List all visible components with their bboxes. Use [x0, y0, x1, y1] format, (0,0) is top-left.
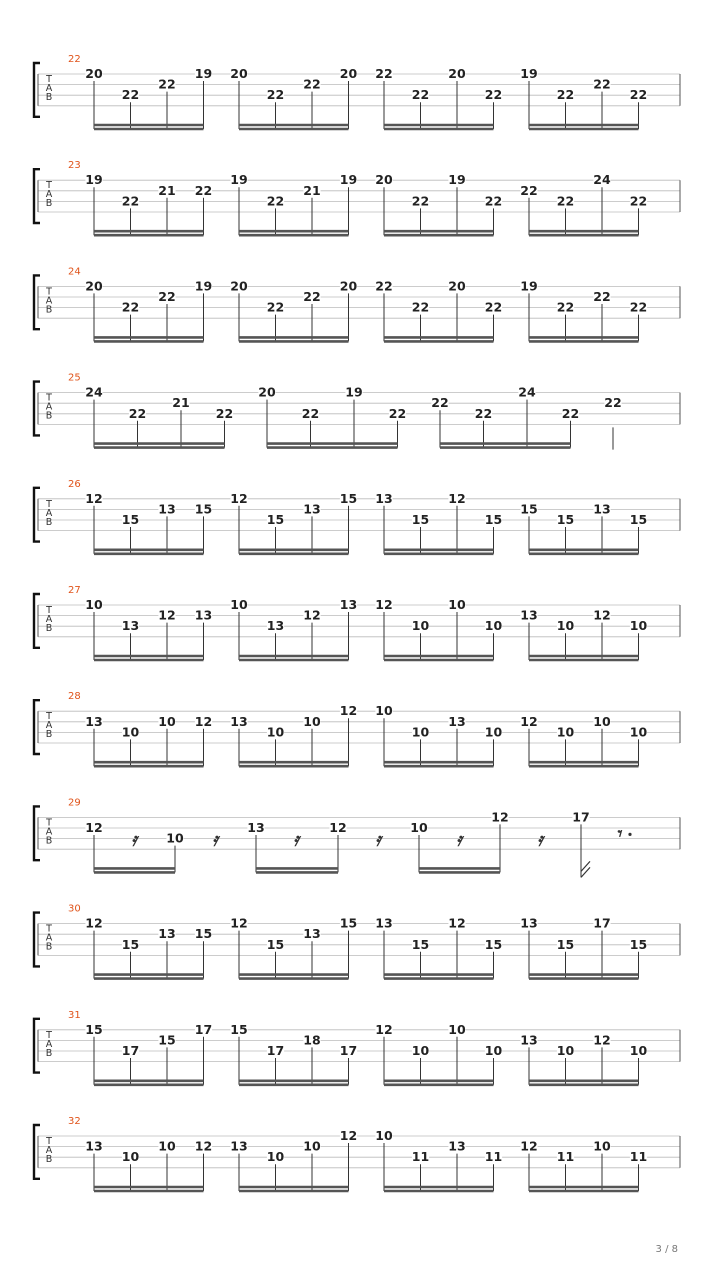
fret-number: 17 [121, 1043, 140, 1058]
fret-number: 15 [85, 1021, 103, 1037]
fret-number: 22 [158, 289, 176, 304]
fret-number: 17 [194, 1021, 213, 1037]
fret-number: 19 [520, 66, 538, 81]
fret-number: 20 [448, 278, 466, 294]
system-bracket [34, 1019, 40, 1073]
fret-number: 22 [556, 193, 575, 209]
sixteenth-rest-icon: 𝄿 [293, 829, 299, 851]
fret-number: 22 [484, 193, 503, 209]
sixteenth-rest-icon: 𝄿 [537, 829, 543, 851]
fret-number: 20 [258, 384, 276, 400]
fret-number: 10 [629, 618, 648, 634]
system-bracket [34, 806, 40, 860]
tab-clef-letter: T [46, 711, 52, 723]
system-bracket [34, 169, 40, 223]
fret-number: 12 [593, 607, 611, 623]
measure-number: 28 [68, 691, 81, 703]
fret-number: 13 [194, 607, 213, 623]
fret-number: 22 [593, 289, 611, 304]
tab-clef-letter: B [45, 516, 53, 528]
measure-number: 24 [68, 266, 81, 278]
fret-number: 10 [593, 713, 611, 729]
system-bracket [34, 1125, 40, 1179]
fret-number: 20 [375, 172, 393, 188]
system-bracket [34, 913, 40, 967]
fret-number: 12 [520, 1138, 538, 1154]
fret-number: 21 [303, 182, 321, 198]
tab-clef-letter: B [45, 1154, 53, 1165]
tab-clef-letter: T [46, 923, 52, 935]
fret-number: 12 [339, 703, 358, 719]
tab-clef-letter: B [45, 623, 53, 634]
tab-clef-letter: A [45, 507, 53, 519]
tab-clef-letter: T [46, 1029, 52, 1041]
eighth-rest-icon: 𝄾 [617, 823, 623, 845]
fret-number: 15 [484, 512, 503, 527]
tab-clef-letter: A [45, 826, 53, 838]
fret-number: 10 [158, 713, 176, 729]
fret-number: 22 [266, 87, 285, 103]
fret-number: 22 [629, 193, 648, 209]
fret-number: 22 [375, 66, 393, 81]
tab-clef-letter: B [45, 729, 53, 741]
fret-number: 15 [556, 936, 575, 952]
fret-number: 11 [411, 1149, 430, 1165]
fret-number: 15 [556, 512, 575, 527]
fret-number: 22 [388, 405, 407, 421]
tab-clef-letter: B [45, 941, 53, 953]
fret-number: 10 [266, 724, 285, 740]
fret-number: 15 [158, 1032, 176, 1048]
fret-number: 20 [85, 66, 103, 81]
fret-number: 13 [85, 713, 103, 729]
fret-number: 18 [303, 1032, 321, 1048]
measure-number: 23 [68, 160, 81, 172]
fret-number: 13 [85, 1138, 103, 1154]
fret-number: 22 [431, 395, 449, 411]
fret-number: 12 [593, 1032, 611, 1048]
fret-number: 17 [339, 1043, 358, 1058]
page-indicator: 3 / 8 [655, 1244, 678, 1255]
fret-number: 20 [339, 66, 358, 81]
fret-number: 22 [629, 299, 648, 315]
fret-number: 20 [339, 278, 358, 294]
fret-number: 10 [230, 597, 248, 612]
tab-clef-letter: T [46, 1136, 52, 1147]
fret-number: 22 [593, 76, 611, 92]
fret-number: 12 [303, 607, 321, 623]
fret-number: 22 [301, 405, 320, 421]
tremolo-slash [581, 861, 590, 871]
fret-number: 10 [556, 724, 575, 740]
fret-number: 21 [158, 182, 176, 198]
fret-number: 22 [556, 299, 575, 315]
fret-number: 13 [375, 490, 393, 506]
fret-number: 13 [158, 501, 176, 517]
fret-number: 10 [166, 830, 184, 846]
sixteenth-rest-icon: 𝄿 [456, 829, 462, 851]
fret-number: 15 [266, 512, 285, 527]
fret-number: 13 [520, 915, 538, 931]
fret-number: 12 [339, 1128, 358, 1143]
fret-number: 22 [303, 289, 321, 304]
fret-number: 10 [375, 703, 393, 719]
fret-number: 19 [85, 172, 103, 188]
fret-number: 15 [484, 936, 503, 952]
fret-number: 15 [520, 501, 538, 517]
fret-number: 10 [85, 597, 103, 612]
fret-number: 12 [194, 713, 213, 729]
fret-number: 15 [194, 501, 213, 517]
system-bracket [34, 594, 40, 648]
tab-clef-letter: A [45, 189, 53, 201]
fret-number: 22 [484, 299, 503, 315]
sixteenth-rest-icon: 𝄿 [131, 829, 137, 851]
system-bracket [34, 382, 40, 436]
fret-number: 10 [158, 1138, 176, 1154]
fret-number: 15 [629, 512, 648, 527]
fret-number: 12 [85, 820, 103, 835]
measure-number: 32 [68, 1116, 81, 1127]
fret-number: 13 [520, 607, 538, 623]
fret-number: 22 [556, 87, 575, 103]
fret-number: 10 [448, 597, 466, 612]
system-bracket [34, 488, 40, 542]
tab-clef-letter: T [46, 180, 52, 192]
fret-number: 24 [593, 172, 611, 188]
fret-number: 22 [604, 395, 622, 411]
tab-clef-letter: B [45, 835, 53, 847]
fret-number: 15 [411, 936, 430, 952]
tab-clef-letter: T [46, 817, 52, 829]
fret-number: 22 [520, 182, 538, 198]
tab-clef-letter: T [46, 392, 52, 404]
fret-number: 24 [518, 384, 536, 400]
fret-number: 10 [375, 1128, 393, 1143]
fret-number: 22 [121, 87, 140, 103]
tab-clef-letter: A [45, 295, 53, 307]
tab-clef-letter: B [45, 92, 53, 103]
fret-number: 19 [448, 172, 466, 188]
fret-number: 12 [230, 490, 248, 506]
tab-clef-letter: T [46, 498, 52, 510]
tab-clef-letter: T [46, 605, 52, 616]
fret-number: 13 [230, 713, 248, 729]
fret-number: 15 [230, 1021, 248, 1037]
fret-number: 17 [266, 1043, 285, 1058]
fret-number: 12 [230, 915, 248, 931]
measure-number: 31 [68, 1009, 81, 1021]
fret-number: 12 [85, 915, 103, 931]
measure-number: 26 [68, 478, 81, 490]
fret-number: 24 [85, 384, 103, 400]
fret-number: 22 [215, 405, 234, 421]
fret-number: 13 [375, 915, 393, 931]
tab-clef-letter: B [45, 1047, 53, 1059]
fret-number: 13 [303, 926, 321, 942]
tab-clef-letter: B [45, 304, 53, 316]
fret-number: 22 [484, 87, 503, 103]
fret-number: 19 [339, 172, 358, 188]
system-bracket [34, 700, 40, 754]
fret-number: 12 [85, 490, 103, 506]
fret-number: 13 [158, 926, 176, 942]
measure-number: 22 [68, 54, 81, 65]
sixteenth-rest-icon: 𝄿 [212, 829, 218, 851]
tab-clef-letter: A [45, 401, 53, 413]
fret-number: 17 [572, 809, 590, 825]
fret-number: 12 [329, 820, 347, 835]
fret-number: 13 [520, 1032, 538, 1048]
fret-number: 13 [230, 1138, 248, 1154]
fret-number: 12 [194, 1138, 213, 1154]
fret-number: 15 [266, 936, 285, 952]
fret-number: 10 [556, 1043, 575, 1058]
fret-number: 22 [629, 87, 648, 103]
fret-number: 22 [411, 87, 430, 103]
fret-number: 13 [448, 713, 466, 729]
tab-clef-letter: T [46, 74, 52, 85]
fret-number: 10 [484, 724, 503, 740]
fret-number: 15 [411, 512, 430, 527]
fret-number: 22 [194, 182, 213, 198]
fret-number: 22 [411, 193, 430, 209]
measure-number: 30 [68, 903, 81, 915]
fret-number: 22 [474, 405, 493, 421]
fret-number: 22 [266, 193, 285, 209]
measure-number: 27 [68, 585, 81, 596]
fret-number: 12 [448, 490, 466, 506]
fret-number: 20 [448, 66, 466, 81]
fret-number: 10 [303, 713, 321, 729]
tab-clef-letter: A [45, 83, 53, 94]
fret-number: 17 [593, 915, 611, 931]
fret-number: 22 [121, 193, 140, 209]
fret-number: 15 [121, 512, 140, 527]
fret-number: 13 [593, 501, 611, 517]
fret-number: 10 [484, 618, 503, 634]
tab-clef-letter: B [45, 410, 53, 422]
fret-number: 20 [230, 66, 248, 81]
tab-clef-letter: T [46, 286, 52, 298]
fret-number: 10 [303, 1138, 321, 1154]
fret-number: 22 [561, 405, 580, 421]
fret-number: 19 [520, 278, 538, 294]
system-bracket [34, 63, 40, 117]
rest-dot [628, 833, 631, 836]
measure-number: 25 [68, 372, 81, 384]
fret-number: 12 [158, 607, 176, 623]
fret-number: 12 [375, 1021, 393, 1037]
fret-number: 12 [375, 597, 393, 612]
measure-number: 29 [68, 797, 81, 809]
fret-number: 12 [448, 915, 466, 931]
fret-number: 10 [411, 724, 430, 740]
fret-number: 13 [448, 1138, 466, 1154]
fret-number: 11 [484, 1149, 503, 1165]
tab-clef-letter: A [45, 720, 53, 732]
fret-number: 11 [556, 1149, 575, 1165]
fret-number: 22 [266, 299, 285, 315]
fret-number: 15 [629, 936, 648, 952]
fret-number: 10 [121, 1149, 140, 1165]
fret-number: 22 [303, 76, 321, 92]
fret-number: 13 [339, 597, 358, 612]
fret-number: 10 [556, 618, 575, 634]
fret-number: 11 [629, 1149, 648, 1165]
fret-number: 21 [172, 395, 190, 411]
fret-number: 10 [410, 820, 428, 835]
fret-number: 22 [375, 278, 393, 294]
fret-number: 22 [128, 405, 147, 421]
fret-number: 13 [266, 618, 285, 634]
fret-number: 10 [411, 1043, 430, 1058]
fret-number: 15 [339, 915, 358, 931]
fret-number: 19 [194, 278, 213, 294]
fret-number: 10 [593, 1138, 611, 1154]
fret-number: 19 [230, 172, 248, 188]
tremolo-slash [581, 867, 590, 877]
tab-clef-letter: B [45, 198, 53, 210]
tab-clef-letter: A [45, 1038, 53, 1050]
fret-number: 22 [158, 76, 176, 92]
fret-number: 12 [520, 713, 538, 729]
fret-number: 13 [121, 618, 140, 634]
fret-number: 13 [247, 820, 265, 835]
fret-number: 15 [339, 490, 358, 506]
fret-number: 12 [491, 809, 509, 825]
fret-number: 19 [345, 384, 363, 400]
tab-clef-letter: A [45, 1145, 53, 1156]
fret-number: 15 [121, 936, 140, 952]
fret-number: 13 [303, 501, 321, 517]
fret-number: 20 [230, 278, 248, 294]
fret-number: 10 [448, 1021, 466, 1037]
fret-number: 10 [121, 724, 140, 740]
tab-clef-letter: A [45, 614, 53, 625]
fret-number: 22 [411, 299, 430, 315]
fret-number: 19 [194, 66, 213, 81]
fret-number: 10 [629, 724, 648, 740]
sixteenth-rest-icon: 𝄿 [375, 829, 381, 851]
fret-number: 10 [266, 1149, 285, 1165]
fret-number: 10 [411, 618, 430, 634]
tab-clef-letter: A [45, 932, 53, 944]
fret-number: 22 [121, 299, 140, 315]
fret-number: 15 [194, 926, 213, 942]
fret-number: 10 [484, 1043, 503, 1058]
fret-number: 10 [629, 1043, 648, 1058]
fret-number: 20 [85, 278, 103, 294]
system-bracket [34, 275, 40, 329]
